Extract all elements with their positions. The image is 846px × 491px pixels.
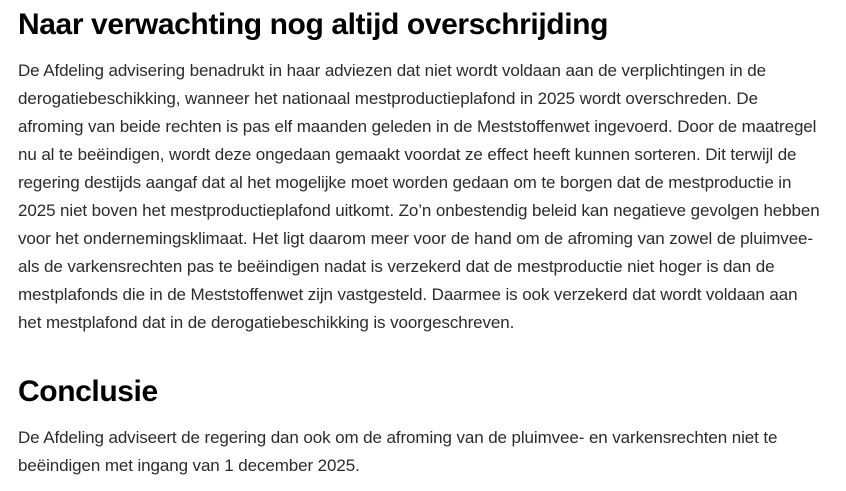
section-conclusie [18,375,822,481]
paragraph-conclusie: De Afdeling adviseert de regering dan ook om de afroming van de pluimvee- en varkensrechten niet te beëindigen met ingang van 1 december 2025. [18,428,778,475]
section-overschrijding [18,8,822,337]
section-heading-overschrijding: Naar verwachting nog altijd overschrijding [18,8,608,41]
section-heading-conclusie: Conclusie [18,374,158,408]
paragraph-overschrijding: De Afdeling advisering benadrukt in haar adviezen dat niet wordt voldaan aan de verplichtingen in de derogatiebeschikking, wanneer het nationaal mestproductieplafond in 2025 wordt overschreden. De afroming van beide rechten is pas elf maanden geleden in de Meststoffenwet ingevoerd. Door de maatregel nu al te beëindigen, wordt deze ongedaan gemaakt voordat ze effect heeft kunnen sorteren. Dit terwijl de regering destijds aangaf dat al het mogelijke moet worden gedaan om te borgen dat de mestproductie in 2025 niet boven het mestproductieplafond uitkomt. Zo’n onbestendig beleid kan negatieve gevolgen hebben voor het ondernemingsklimaat. Het ligt daarom meer voor de hand om de afroming van zowel de pluimvee- als de varkensrechten pas te beëindigen nadat is verzekerd dat de mestproductie niet hoger is dan de mestplafonds die in de Meststoffenwet zijn vastgesteld. Daarmee is ook verzekerd dat wordt voldaan aan het mestplafond dat in de derogatiebeschikking is voorgeschreven. [18,60,820,332]
